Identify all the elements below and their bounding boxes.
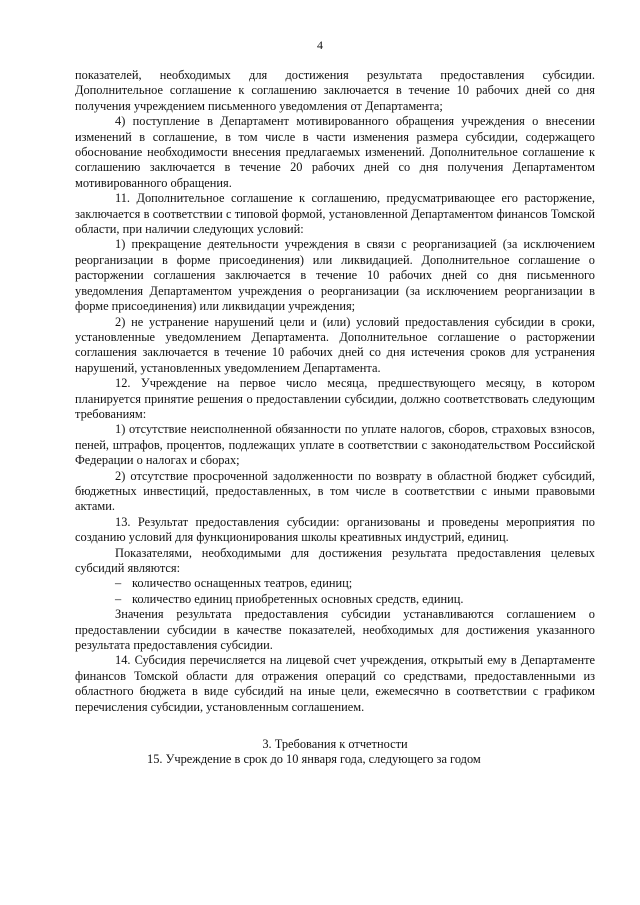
paragraph: 11. Дополнительное соглашение к соглашению, предусматривающее его расторжение, заключается в соответствии с типовой формой, установленной Департаментом финансов Томской области, при наличии следующих условий: xyxy=(75,191,595,237)
page-number: 4 xyxy=(317,38,323,52)
document-body xyxy=(75,68,595,768)
paragraph: 1) отсутствие неисполненной обязанности по уплате налогов, сборов, страховых взносов, пеней, штрафов, процентов, подлежащих уплате в соответствии с законодательством Российской Федерации о налогах и сборах; xyxy=(75,422,595,468)
paragraph: 1) прекращение деятельности учреждения в связи с реорганизацией (за исключением реорганизации в форме присоединения) или ликвидацией. Дополнительное соглашение о расторжении соглашения заключается в течение 10 рабочих дней со дня письменного уведомления Департаментом учреждения о реорганизации (за исключением реорганизации в форме присоединения) или ликвидации учреждения; xyxy=(75,237,595,314)
list-item-text: количество единиц приобретенных основных средств, единиц. xyxy=(132,591,464,606)
dash-bullet: – xyxy=(115,591,122,606)
paragraphs-after-list xyxy=(75,607,595,715)
paragraph: 13. Результат предоставления субсидии: организованы и проведены мероприятия по созданию условий для функционирования школы креативных индустрий, единиц. xyxy=(75,514,595,545)
list-item xyxy=(75,592,595,607)
section-heading: 3. Требования к отчетности xyxy=(262,737,408,752)
paragraphs-before-list xyxy=(75,68,595,576)
list-item xyxy=(75,576,595,591)
indicator-list xyxy=(75,576,595,607)
paragraph: 12. Учреждение на первое число месяца, предшествующего месяцу, в котором планируется принятие решения о предоставлении субсидии, должно соответствовать следующим требованиям: xyxy=(75,376,595,421)
dash-bullet: – xyxy=(115,576,122,591)
paragraph: 2) отсутствие просроченной задолженности по возврату в областной бюджет субсидий, бюджетных инвестиций, предоставленных, в том числе в соответствии с иными правовыми актами. xyxy=(75,468,595,514)
paragraph: 2) не устранение нарушений цели и (или) условий предоставления субсидии в сроки, установленные уведомлением Департамента. Дополнительное соглашение о расторжении соглашения заключается в течение 10 рабочих дней со дня истечения сроков для устранения нарушений, установленных уведомлением Департамента. xyxy=(75,314,595,375)
paragraph: Значения результата предоставления субсидии устанавливаются соглашением о предоставлении субсидии в качестве показателей, необходимых для достижения указанного результата предоставления субсидии. xyxy=(75,607,595,653)
paragraph: Показателями, необходимыми для достижения результата предоставления целевых субсидий являются: xyxy=(75,545,595,575)
paragraph: 14. Субсидия перечисляется на лицевой счет учреждения, открытый ему в Департаменте финансов Томской области для отражения операций со средствами, предоставленными из областного бюджета в виде субсидий на иные цели, ежемесячно в соответствии с графиком перечисления субсидии, установленным соглашением. xyxy=(75,653,595,714)
paragraph: 4) поступление в Департамент мотивированного обращения учреждения о внесении изменений в соглашение, в том числе в части изменения размера субсидии, содержащего обоснование необходимости внесения предлагаемых изменений. Дополнительное соглашение к соглашению заключается в течение 20 рабочих дней со дня получения Департаментом мотивированного обращения. xyxy=(75,114,595,190)
list-item-text: количество оснащенных театров, единиц; xyxy=(132,576,353,591)
paragraph: показателей, необходимых для достижения результата предоставления субсидии. Дополнительное соглашение к соглашению заключается в течение 10 рабочих дней со дня получения учреждением письменного уведомления от Департамента; xyxy=(75,68,595,113)
paragraph-15-start: 15. Учреждение в срок до 10 января года, следующего за годом xyxy=(147,752,481,767)
